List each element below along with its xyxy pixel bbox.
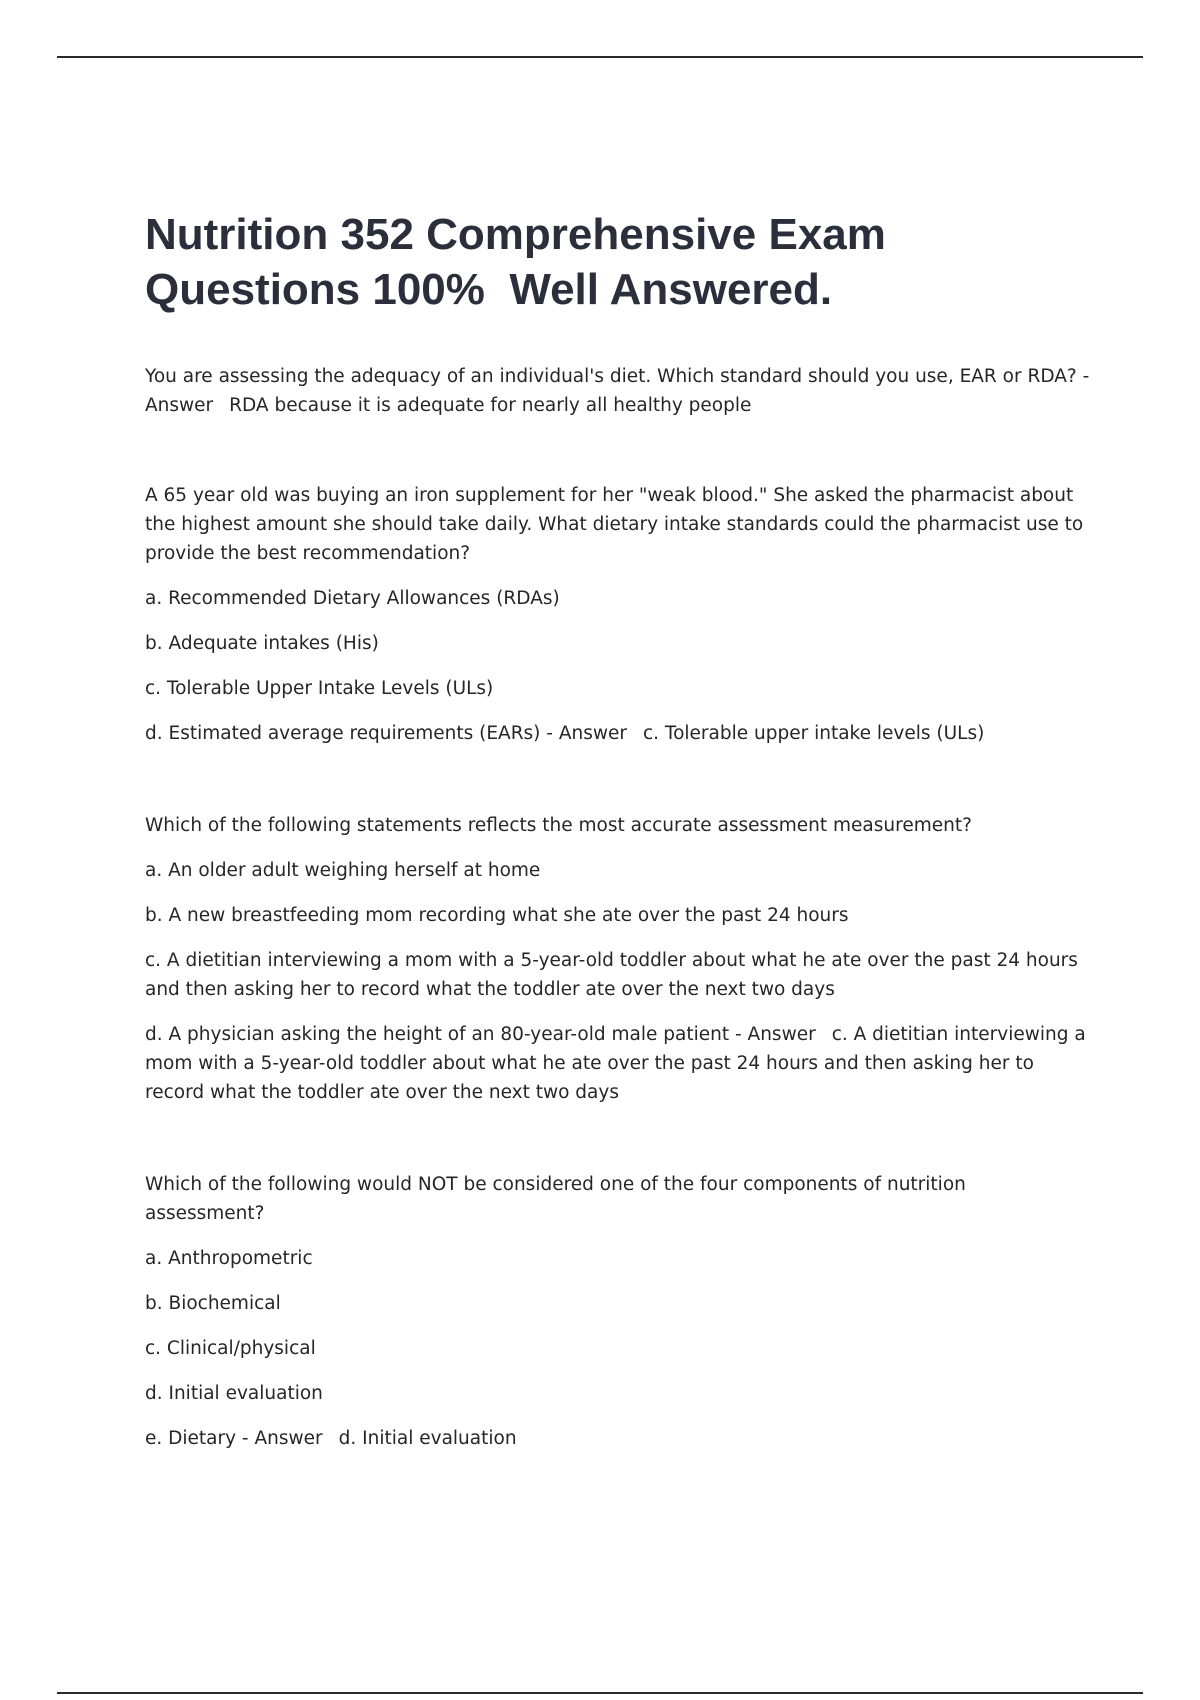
answer-text: RDA because it is adequate for nearly all healthy people	[229, 395, 752, 416]
question-block-3	[145, 811, 1090, 1107]
question-text: Which of the following statements reflects the most accurate assessment measurement?	[145, 815, 972, 836]
answer-label: Answer	[145, 395, 214, 416]
answer-text: c. Tolerable upper intake levels (ULs)	[643, 723, 985, 744]
answer-label: Answer	[254, 1428, 323, 1449]
option-d-with-answer	[145, 719, 1090, 748]
title-line-1: Nutrition 352 Comprehensive Exam	[145, 210, 886, 259]
answer-label: Answer	[747, 1024, 816, 1045]
answer-text: c. A dietitian interviewing a mom with a 5-year-old toddler about what he ate over the past 24 hours and then asking her to record what the toddler ate over the next two days	[145, 1024, 1086, 1103]
option-d: d. A physician asking the height of an 80-year-old male patient -	[145, 1024, 742, 1045]
question-text: Which of the following would NOT be considered one of the four components of nutrition assessment?	[145, 1174, 966, 1224]
option-a: a. Anthropometric	[145, 1248, 313, 1269]
question-block-1	[145, 362, 1090, 420]
option-c: c. Tolerable Upper Intake Levels (ULs)	[145, 678, 494, 699]
option-b: b. Adequate intakes (His)	[145, 633, 379, 654]
option-a: a. An older adult weighing herself at home	[145, 860, 541, 881]
bottom-rule	[57, 1692, 1143, 1694]
option-b: b. A new breastfeeding mom recording what she ate over the past 24 hours	[145, 905, 849, 926]
option-a: a. Recommended Dietary Allowances (RDAs)	[145, 588, 560, 609]
top-rule	[57, 56, 1143, 58]
option-d: d. Estimated average requirements (EARs) -	[145, 723, 553, 744]
option-b: b. Biochemical	[145, 1293, 281, 1314]
option-e: e. Dietary -	[145, 1428, 249, 1449]
answer-text: d. Initial evaluation	[338, 1428, 517, 1449]
question-text: You are assessing the adequacy of an individual's diet. Which standard should you use, EAR or RDA? -	[145, 366, 1090, 387]
option-c: c. Clinical/physical	[145, 1338, 316, 1359]
title-line-2: Questions 100% Well Answered.	[145, 265, 833, 314]
option-d-with-answer	[145, 1020, 1090, 1107]
question-text: A 65 year old was buying an iron supplement for her "weak blood." She asked the pharmacist about the highest amount she should take daily. What dietary intake standards could the pharmacist use to provide the best recommendation?	[145, 485, 1084, 564]
question-block-2	[145, 481, 1090, 748]
answer-label: Answer	[558, 723, 627, 744]
option-c: c. A dietitian interviewing a mom with a 5-year-old toddler about what he ate over the past 24 hours and then asking her to record what the toddler ate over the next two days	[145, 950, 1078, 1000]
option-d: d. Initial evaluation	[145, 1383, 323, 1404]
page-title	[145, 207, 1090, 317]
option-e-with-answer	[145, 1424, 1090, 1453]
document-body	[145, 207, 1090, 1453]
question-block-4	[145, 1170, 1090, 1453]
